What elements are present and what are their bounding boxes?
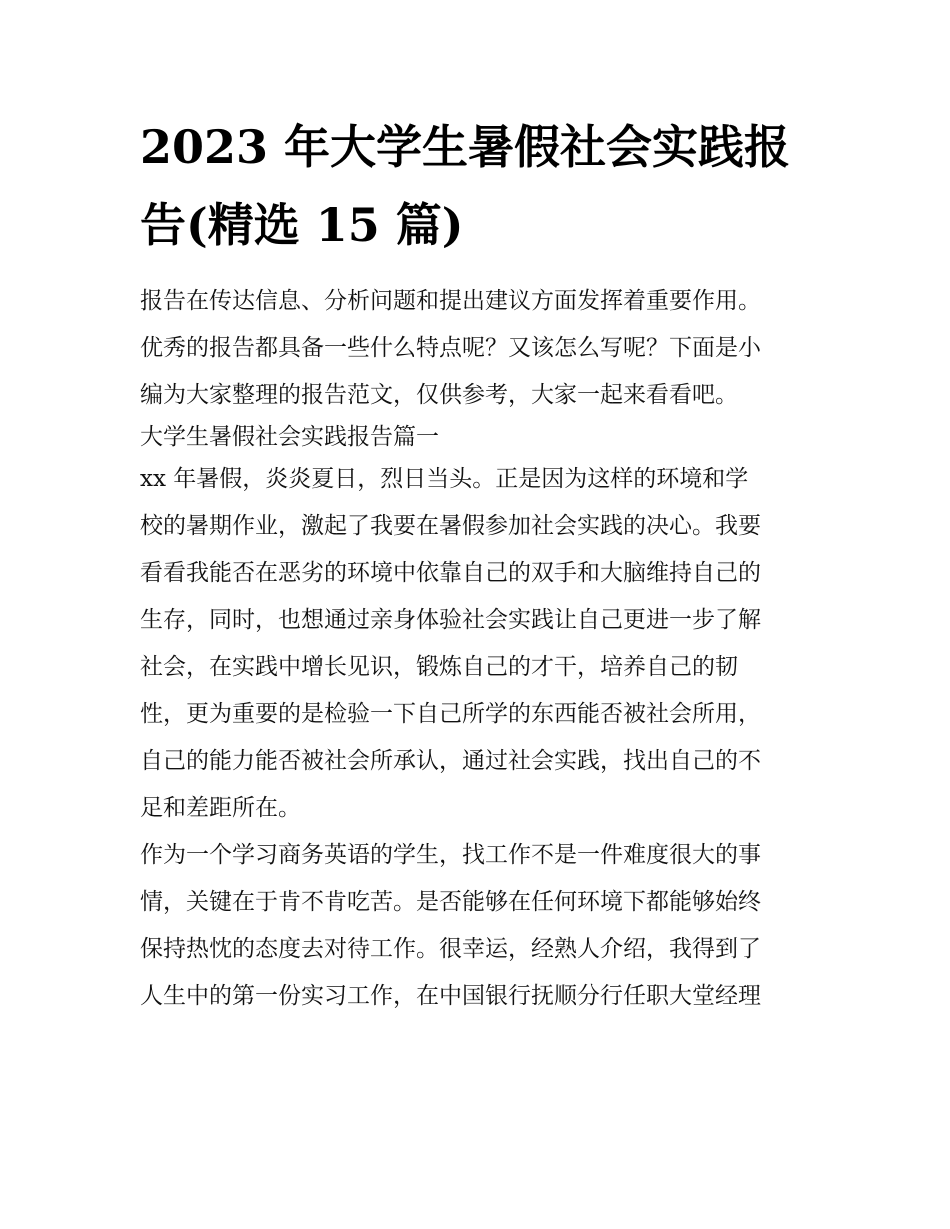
paragraph-line: 社会，在实践中增长见识，锻炼自己的才干，培养自己的韧 [140, 654, 738, 680]
title-line-2: 告(精选 15 篇) [140, 198, 464, 252]
intro-line: 编为大家整理的报告范文，仅供参考，大家一起来看看吧。 [140, 382, 738, 408]
paragraph-line: 保持热忱的态度去对待工作。很幸运，经熟人介绍，我得到了 [140, 936, 761, 962]
intro-line: 优秀的报告都具备一些什么特点呢？又该怎么写呢？下面是小 [140, 335, 761, 361]
paragraph-line: 自己的能力能否被社会所承认，通过社会实践，找出自己的不 [140, 748, 761, 774]
intro-line: 报告在传达信息、分析问题和提出建议方面发挥着重要作用。 [140, 288, 761, 314]
title-line-1: 2023 年大学生暑假社会实践报 [140, 120, 791, 174]
paragraph-line: 足和差距所在。 [140, 795, 301, 821]
section-heading: 大学生暑假社会实践报告篇一 [140, 424, 439, 450]
paragraph-line: 校的暑期作业，激起了我要在暑假参加社会实践的决心。我要 [140, 513, 761, 539]
document-body [140, 278, 820, 1020]
paragraph-line: 人生中的第一份实习工作，在中国银行抚顺分行任职大堂经理 [140, 983, 761, 1009]
document-title [140, 108, 820, 264]
paragraph-line: 情，关键在于肯不肯吃苦。是否能够在任何环境下都能够始终 [140, 889, 761, 915]
paragraph-line: xx 年暑假，炎炎夏日，烈日当头。正是因为这样的环境和学 [140, 466, 749, 492]
paragraph-line: 作为一个学习商务英语的学生，找工作不是一件难度很大的事 [140, 842, 761, 868]
paragraph-line: 生存，同时，也想通过亲身体验社会实践让自己更进一步了解 [140, 607, 761, 633]
paragraph-line: 性，更为重要的是检验一下自己所学的东西能否被社会所用， [140, 701, 761, 727]
paragraph-line: 看看我能否在恶劣的环境中依靠自己的双手和大脑维持自己的 [140, 560, 761, 586]
